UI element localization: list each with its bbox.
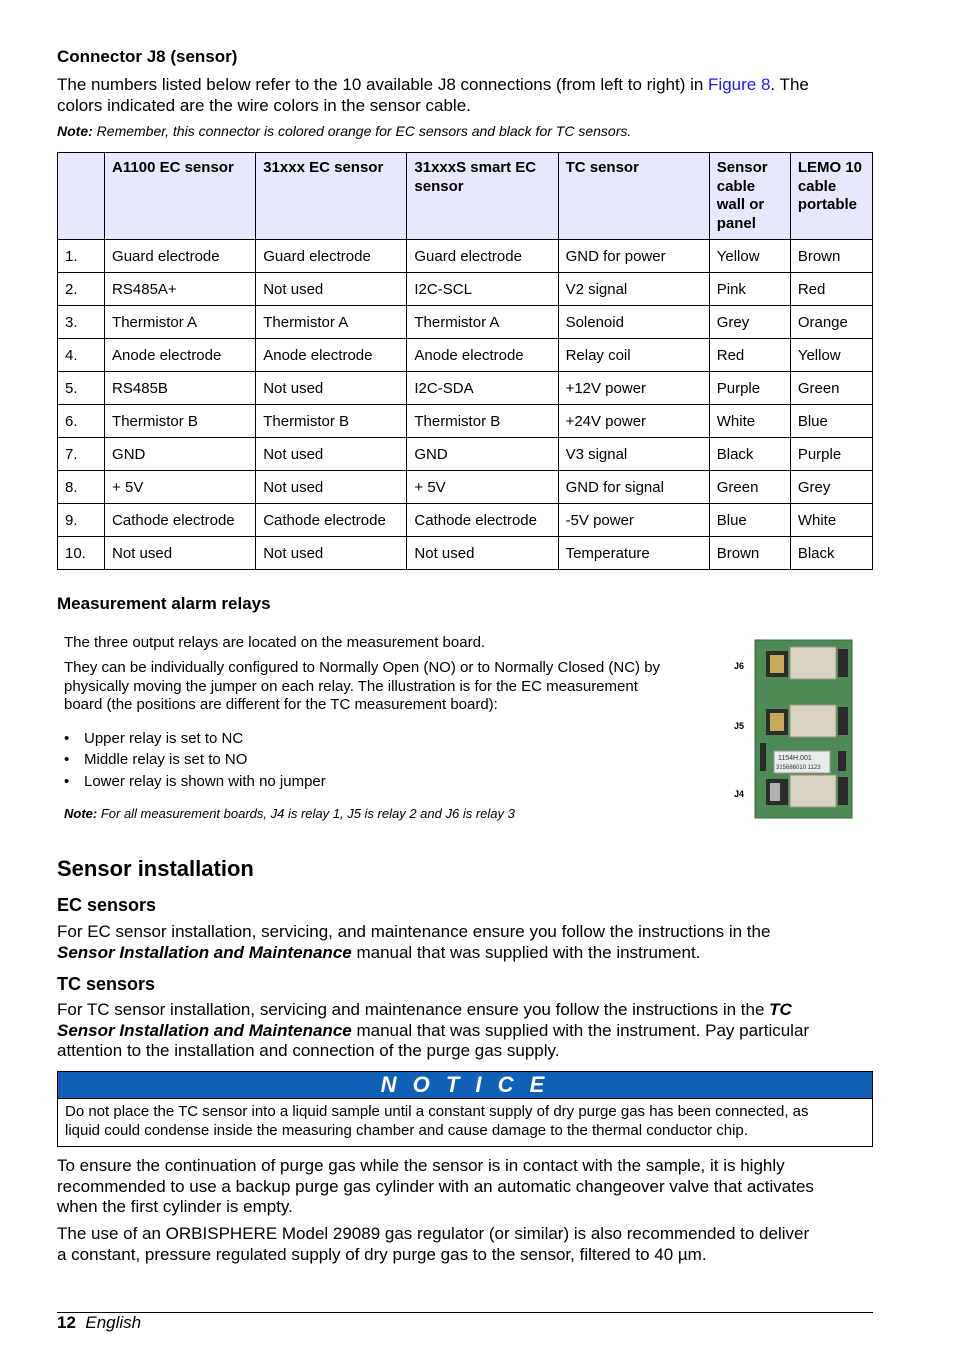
table-cell: Not used (407, 537, 558, 570)
table-row (58, 372, 873, 405)
table-cell: Orange (790, 306, 872, 339)
list-item (64, 751, 248, 768)
bullet-icon: • (64, 751, 70, 768)
section-heading-relays: Measurement alarm relays (57, 594, 271, 613)
table-cell: -5V power (558, 504, 709, 537)
ec-line: For EC sensor installation, servicing, and maintenance ensure you follow the instructions in the (57, 922, 771, 941)
board-label-j4: J4 (734, 789, 745, 799)
table-cell: Anode electrode (256, 339, 407, 372)
j8-intro-line2: colors indicated are the wire colors in the sensor cable. (57, 95, 471, 115)
table-cell: Purple (790, 438, 872, 471)
table-cell: 4. (58, 339, 105, 372)
table-cell: 1. (58, 240, 105, 273)
relay-board-illustration (726, 639, 854, 819)
table-row (58, 504, 873, 537)
table-cell: Thermistor A (256, 306, 407, 339)
list-item (64, 773, 326, 790)
manual-title: Sensor Installation and Maintenance (57, 1020, 352, 1040)
relays-p2 (64, 659, 714, 715)
table-cell: Yellow (709, 240, 790, 273)
table-cell: Cathode electrode (256, 504, 407, 537)
table-header-row (58, 153, 873, 240)
table-cell: Yellow (790, 339, 872, 372)
table-cell: Thermistor A (407, 306, 558, 339)
table-cell: Blue (709, 504, 790, 537)
table-header: LEMO 10 cable portable (790, 153, 872, 240)
list-item-text: Upper relay is set to NC (84, 730, 244, 747)
table-cell: Red (709, 339, 790, 372)
ec-paragraph (57, 922, 897, 963)
table-row (58, 273, 873, 306)
notice-box (57, 1071, 873, 1147)
relays-p2-line: board (the positions are different for the TC measurement board): (64, 696, 498, 713)
table-cell: Solenoid (558, 306, 709, 339)
table-cell: RS485B (105, 372, 256, 405)
board-print: 315686010 1123 (776, 765, 821, 771)
table-cell: Cathode electrode (105, 504, 256, 537)
table-cell: Cathode electrode (407, 504, 558, 537)
table-cell: + 5V (105, 471, 256, 504)
purge-line: a constant, pressure regulated supply of dry purge gas to the sensor, filtered to 40 µm. (57, 1244, 707, 1264)
table-cell: Black (790, 537, 872, 570)
table-cell: Black (709, 438, 790, 471)
table-cell: Brown (790, 240, 872, 273)
table-cell: Red (790, 273, 872, 306)
table-cell: GND for power (558, 240, 709, 273)
table-cell: Grey (790, 471, 872, 504)
table-row (58, 240, 873, 273)
table-cell: Not used (256, 471, 407, 504)
table-cell: Not used (105, 537, 256, 570)
table-cell: Purple (709, 372, 790, 405)
footer-language: English (85, 1313, 142, 1332)
note-label: Note: (64, 806, 98, 821)
table-header: A1100 EC sensor (105, 153, 256, 240)
connector-table (57, 152, 873, 570)
table-cell: 5. (58, 372, 105, 405)
table-cell: +24V power (558, 405, 709, 438)
purge-line: The use of an ORBISPHERE Model 29089 gas regulator (or similar) is also recommended to deliver (57, 1224, 810, 1243)
footer (57, 1313, 141, 1333)
table-cell: V2 signal (558, 273, 709, 306)
board-label-j6: J6 (734, 661, 745, 671)
table-cell: Anode electrode (407, 339, 558, 372)
board-label-j5: J5 (734, 721, 745, 731)
table-cell: I2C-SDA (407, 372, 558, 405)
table-cell: 6. (58, 405, 105, 438)
table-cell: 8. (58, 471, 105, 504)
table-cell: 2. (58, 273, 105, 306)
section-heading-installation: Sensor installation (57, 856, 254, 881)
table-row (58, 537, 873, 570)
table-row (58, 471, 873, 504)
list-item-text: Lower relay is shown with no jumper (84, 773, 326, 790)
table-cell: Temperature (558, 537, 709, 570)
table-cell: Thermistor B (105, 405, 256, 438)
table-row (58, 405, 873, 438)
notice-line: Do not place the TC sensor into a liquid sample until a constant supply of dry purge gas has been connected, as (65, 1103, 809, 1120)
table-cell: RS485A+ (105, 273, 256, 306)
footer-divider (57, 1312, 873, 1313)
table-cell: Thermistor B (407, 405, 558, 438)
tc-line: For TC sensor installation, servicing and maintenance ensure you follow the instructions in the (57, 1000, 770, 1019)
table-cell: 3. (58, 306, 105, 339)
relays-p1: The three output relays are located on the measurement board. (64, 634, 486, 651)
subheading-tc: TC sensors (57, 974, 156, 994)
purge-paragraph-2 (57, 1224, 907, 1265)
j8-intro-text: The numbers listed below refer to the 10 available J8 connections (from left to right) in (57, 75, 709, 94)
list-item (64, 730, 244, 747)
notice-title: N O T I C E (58, 1072, 872, 1099)
relays-p2-line: physically moving the jumper on each relay. The illustration is for the EC measurement (64, 677, 638, 695)
purge-line: To ensure the continuation of purge gas while the sensor is in contact with the sample, it is highly (57, 1156, 785, 1175)
table-cell: + 5V (407, 471, 558, 504)
ec-line-rest: manual that was supplied with the instrument. (351, 942, 701, 962)
table-cell: 10. (58, 537, 105, 570)
table-cell: GND (407, 438, 558, 471)
table-cell: V3 signal (558, 438, 709, 471)
table-cell: Not used (256, 273, 407, 306)
table-header (58, 153, 105, 240)
table-cell: Not used (256, 438, 407, 471)
table-cell: Guard electrode (256, 240, 407, 273)
j8-intro (57, 75, 887, 116)
relays-p2-line: They can be individually configured to Normally Open (NO) or to Normally Closed (NC) by (64, 659, 661, 676)
table-cell: Green (709, 471, 790, 504)
table-cell: Grey (709, 306, 790, 339)
board-print: 1154H.001 (778, 755, 812, 762)
table-cell: +12V power (558, 372, 709, 405)
table-cell: Relay coil (558, 339, 709, 372)
table-cell: White (790, 504, 872, 537)
tc-line-rest: manual that was supplied with the instrument. Pay particular (351, 1020, 810, 1040)
notice-line: liquid could condense inside the measuring chamber and cause damage to the thermal conductor chip. (65, 1121, 748, 1139)
subheading-ec: EC sensors (57, 895, 157, 915)
table-cell: Green (790, 372, 872, 405)
table-cell: White (709, 405, 790, 438)
tc-paragraph (57, 1000, 897, 1062)
table-row (58, 438, 873, 471)
table-cell: Brown (709, 537, 790, 570)
table-header: Sensor cable wall or panel (709, 153, 790, 240)
table-cell: Guard electrode (407, 240, 558, 273)
table-cell: Pink (709, 273, 790, 306)
table-cell: GND for signal (558, 471, 709, 504)
table-cell: Thermistor B (256, 405, 407, 438)
table-header: 31xxxS smart EC sensor (407, 153, 558, 240)
j8-note (57, 123, 631, 139)
table-header: TC sensor (558, 153, 709, 240)
table-row (58, 339, 873, 372)
notice-body (58, 1099, 872, 1146)
purge-paragraph-1 (57, 1156, 907, 1218)
note-text: Remember, this connector is colored orange for EC sensors and black for TC sensors. (92, 123, 632, 139)
relays-note (64, 806, 515, 821)
list-item-text: Middle relay is set to NO (84, 751, 248, 768)
page-number: 12 (57, 1313, 76, 1332)
table-cell: Not used (256, 537, 407, 570)
table-cell: Anode electrode (105, 339, 256, 372)
j8-intro-text-after: . The (770, 75, 809, 94)
bullet-icon: • (64, 773, 70, 790)
purge-line: recommended to use a backup purge gas cylinder with an automatic changeover valve that activates (57, 1176, 814, 1196)
tc-line: attention to the installation and connection of the purge gas supply. (57, 1041, 560, 1060)
note-text: For all measurement boards, J4 is relay 1, J5 is relay 2 and J6 is relay 3 (97, 806, 515, 821)
table-header: 31xxx EC sensor (256, 153, 407, 240)
section-heading-j8: Connector J8 (sensor) (57, 47, 238, 66)
manual-title: Sensor Installation and Maintenance (57, 942, 352, 962)
manual-title: TC (769, 1000, 792, 1019)
table-cell: Blue (790, 405, 872, 438)
figure-link[interactable]: Figure 8 (708, 75, 771, 94)
bullet-icon: • (64, 730, 70, 747)
table-cell: Not used (256, 372, 407, 405)
table-row (58, 306, 873, 339)
table-cell: Thermistor A (105, 306, 256, 339)
table-cell: 9. (58, 504, 105, 537)
table-cell: Guard electrode (105, 240, 256, 273)
table-cell: I2C-SCL (407, 273, 558, 306)
table-cell: 7. (58, 438, 105, 471)
table-cell: GND (105, 438, 256, 471)
note-label: Note: (57, 123, 93, 139)
purge-line: when the first cylinder is empty. (57, 1197, 293, 1216)
